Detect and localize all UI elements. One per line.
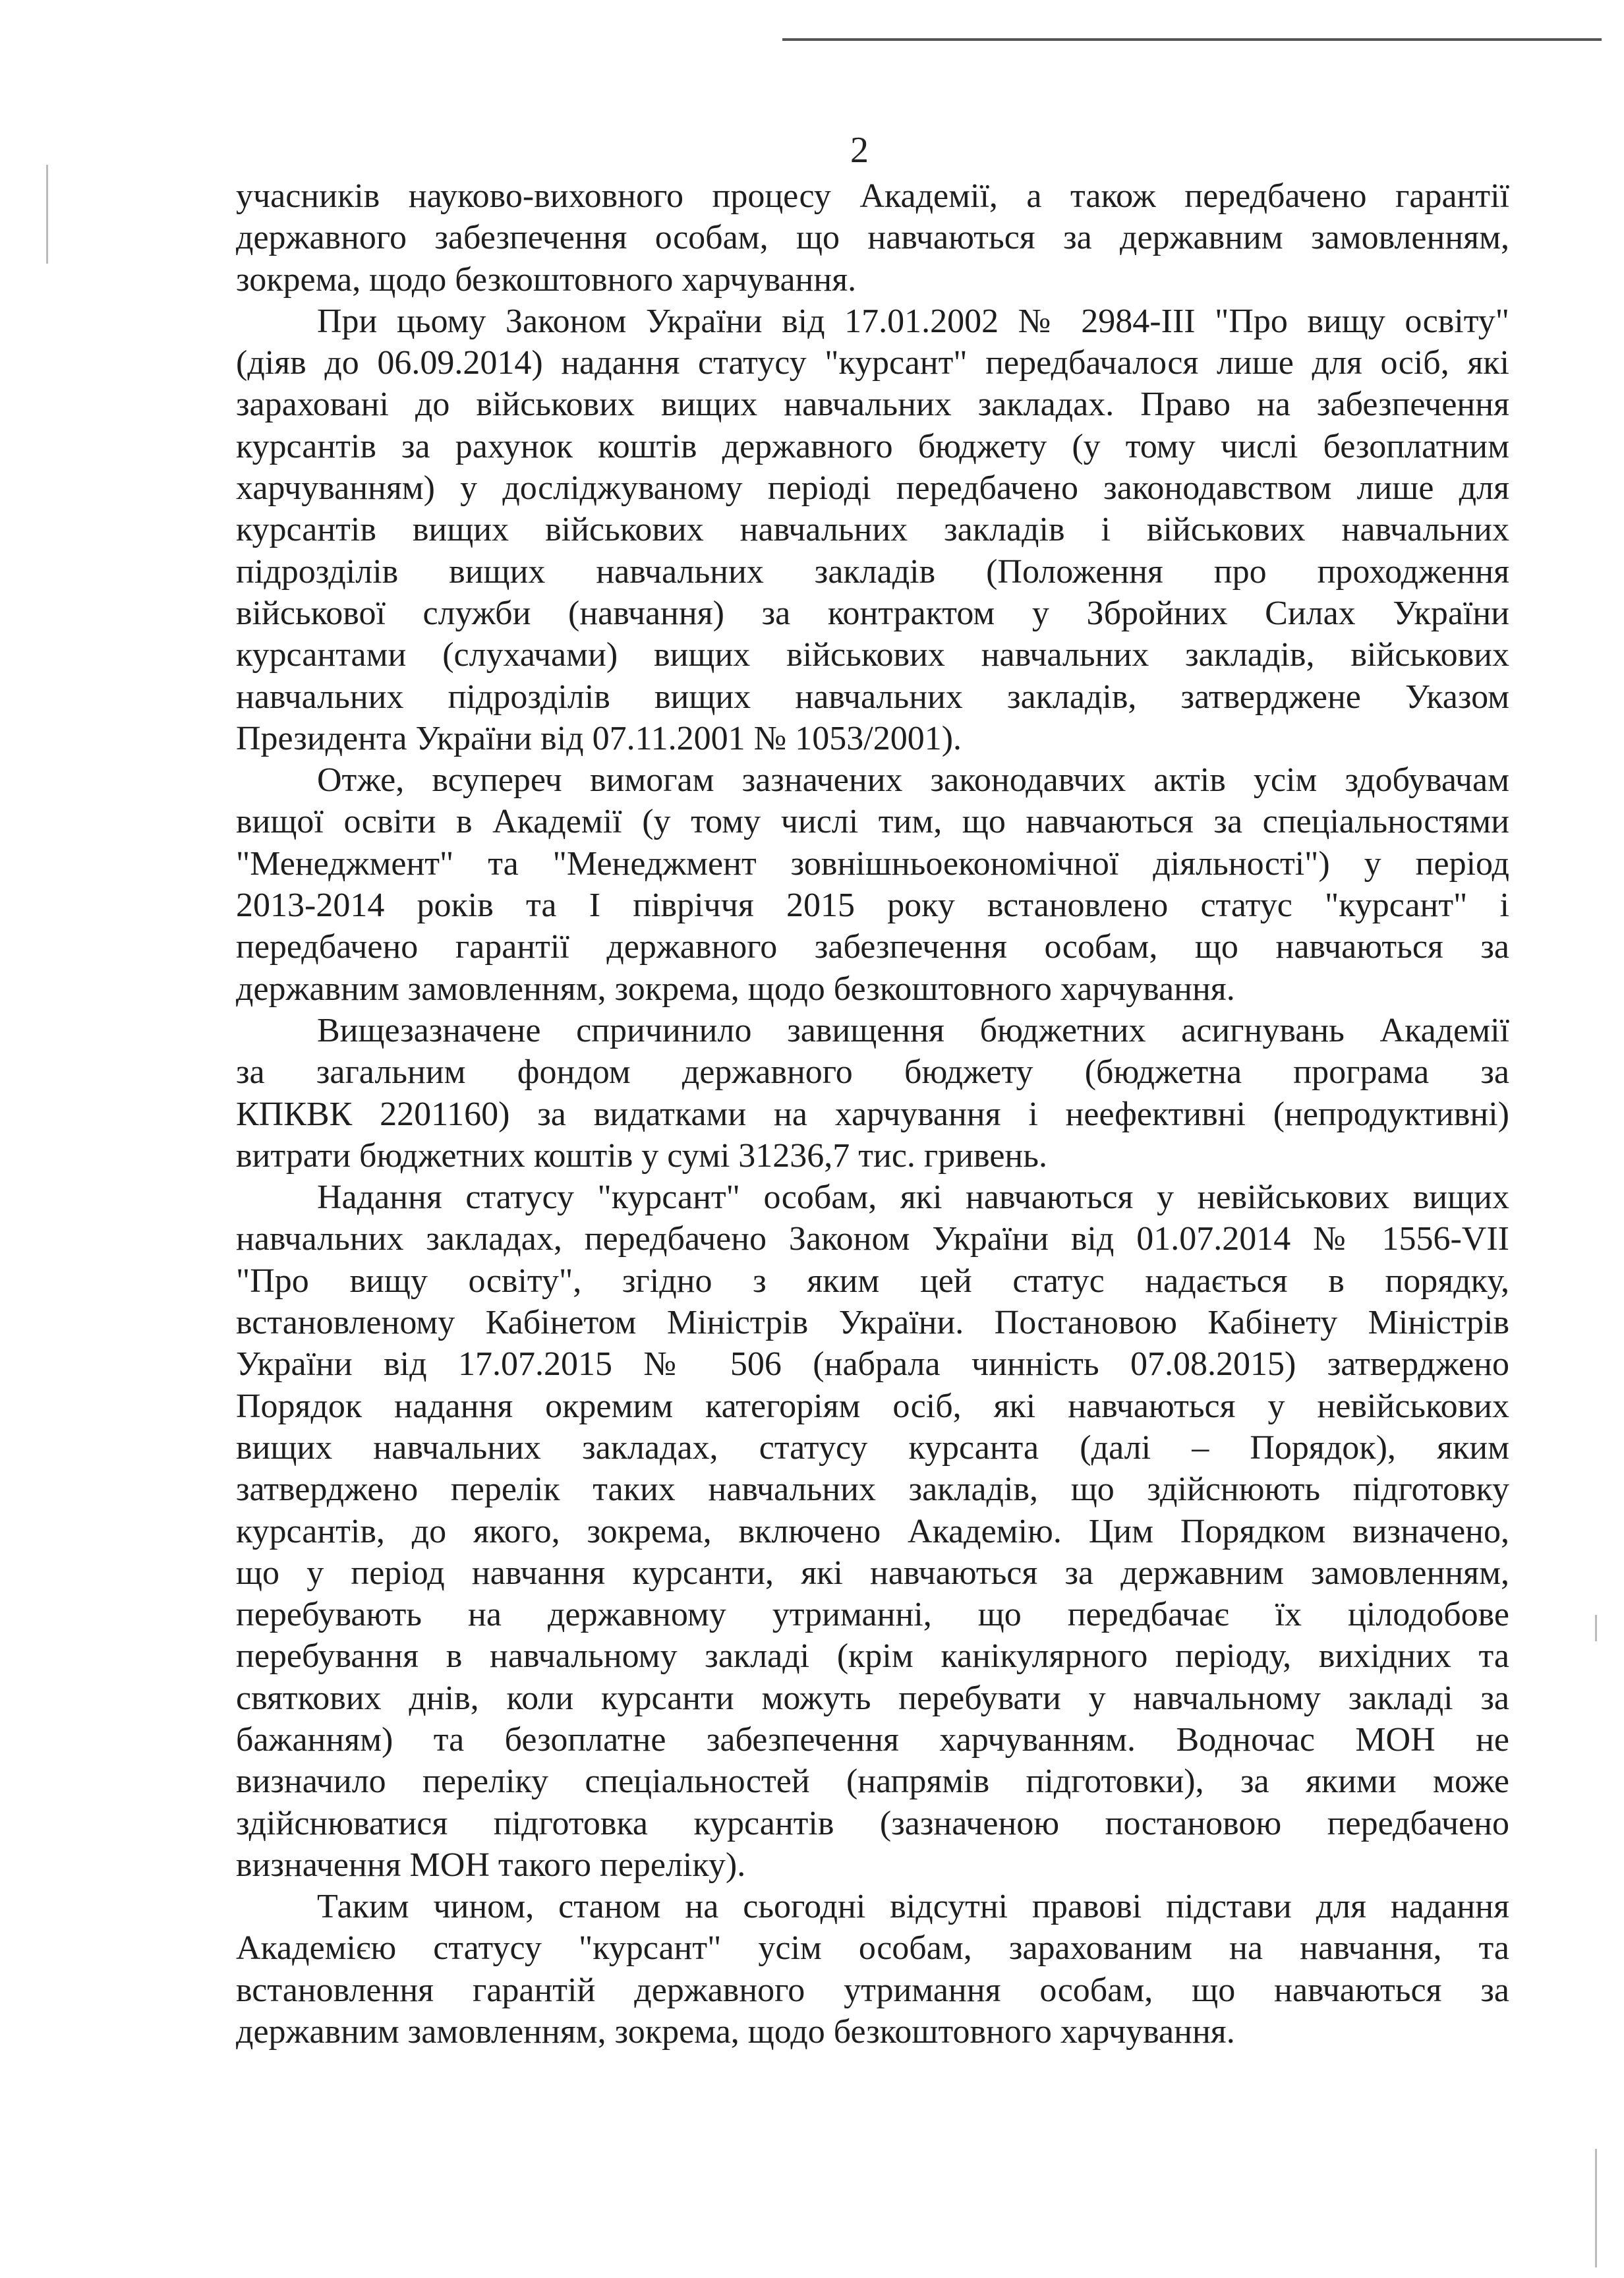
text-line: визначило переліку спеціальностей (напрямів підготовки), за якими може bbox=[236, 1763, 1509, 1801]
text-line: що у період навчання курсанти, які навчаються за державним замовленням, bbox=[236, 1554, 1509, 1592]
text-line: військової служби (навчання) за контрактом у Збройних Силах України bbox=[236, 594, 1509, 632]
text-line: "Менеджмент" та "Менеджмент зовнішньоекономічної діяльності") у період bbox=[236, 844, 1509, 883]
paragraph bbox=[236, 175, 1509, 301]
text-line: Таким чином, станом на сьогодні відсутні правові підстави для надання bbox=[317, 1888, 1509, 1926]
text-line: передбачено гарантії державного забезпечення особам, що навчаються за bbox=[236, 928, 1509, 966]
scan-edge-mark bbox=[1595, 2149, 1597, 2267]
text-line: перебувають на державному утриманні, що передбачає їх цілодобове bbox=[236, 1596, 1509, 1634]
top-rule bbox=[782, 38, 1602, 41]
text-line: затверджено перелік таких навчальних закладів, що здійснюють підготовку bbox=[236, 1471, 1509, 1509]
text-line: зараховані до військових вищих навчальних закладах. Право на забезпечення bbox=[236, 386, 1509, 424]
text-line: Президента України від 07.11.2001 № 1053/2001). bbox=[236, 719, 962, 757]
text-line: підрозділів вищих навчальних закладів (Положення про проходження bbox=[236, 552, 1509, 591]
text-line: курсантами (слухачами) вищих військових навчальних закладів, військових bbox=[236, 636, 1509, 674]
text-line: витрати бюджетних коштів у сумі 31236,7 тис. гривень. bbox=[236, 1136, 1047, 1175]
page-number: 2 bbox=[850, 130, 869, 171]
text-line: курсантів, до якого, зокрема, включено Академію. Цим Порядком визначено, bbox=[236, 1512, 1509, 1550]
text-line: харчуванням) у досліджуваному періоді передбачено законодавством лише для bbox=[236, 469, 1509, 508]
text-line: вищих навчальних закладах, статусу курсанта (далі – Порядок), яким bbox=[236, 1428, 1509, 1467]
text-line: курсантів вищих військових навчальних закладів і військових навчальних bbox=[236, 511, 1509, 549]
scan-edge-mark bbox=[46, 165, 48, 264]
text-line: державним замовленням, зокрема, щодо безкоштовного харчування. bbox=[236, 970, 1235, 1008]
text-line: Порядок надання окремим категоріям осіб, які навчаються у невійськових bbox=[236, 1387, 1509, 1425]
text-line: учасників науково-виховного процесу Академії, а також передбачено гарантії bbox=[236, 177, 1509, 215]
document-body bbox=[236, 175, 1509, 2053]
text-line: державним замовленням, зокрема, щодо безкоштовного харчування. bbox=[236, 2013, 1235, 2051]
text-line: встановленому Кабінетом Міністрів України. Постановою Кабінету Міністрів bbox=[236, 1304, 1509, 1342]
paragraph bbox=[236, 1010, 1509, 1177]
text-line: (діяв до 06.09.2014) надання статусу "курсант" передбачалося лише для осіб, які bbox=[236, 344, 1509, 382]
text-line: вищої освіти в Академії (у тому числі тим, що навчаються за спеціальностями bbox=[236, 803, 1509, 841]
paragraph bbox=[236, 759, 1509, 1010]
text-line: курсантів за рахунок коштів державного бюджету (у тому числі безоплатним bbox=[236, 427, 1509, 465]
paragraph bbox=[236, 1886, 1509, 2053]
text-line: 2013-2014 років та І півріччя 2015 року встановлено статус "курсант" і bbox=[236, 887, 1509, 925]
text-line: за загальним фондом державного бюджету (бюджетна програма за bbox=[236, 1053, 1509, 1092]
text-line: бажанням) та безоплатне забезпечення харчуванням. Водночас МОН не bbox=[236, 1720, 1509, 1759]
text-line: здійснюватися підготовка курсантів (зазначеною постановою передбачено bbox=[236, 1804, 1509, 1842]
text-line: Надання статусу "курсант" особам, які навчаються у невійськових вищих bbox=[317, 1179, 1509, 1217]
text-line: перебування в навчальному закладі (крім канікулярного періоду, вихідних та bbox=[236, 1637, 1509, 1676]
text-line: навчальних закладах, передбачено Законом України від 01.07.2014 № 1556-VII bbox=[236, 1220, 1509, 1258]
text-line: святкових днів, коли курсанти можуть перебувати у навчальному закладі за bbox=[236, 1679, 1509, 1717]
text-line: визначення МОН такого переліку). bbox=[236, 1846, 746, 1884]
text-line: державного забезпечення особам, що навчаються за державним замовленням, bbox=[236, 219, 1509, 257]
text-line: України від 17.07.2015 № 506 (набрала чинність 07.08.2015) затверджено bbox=[236, 1345, 1509, 1384]
paragraph bbox=[236, 1177, 1509, 1886]
text-line: Отже, всупереч вимогам зазначених законодавчих актів усім здобувачам bbox=[317, 761, 1509, 800]
text-line: встановлення гарантій державного утримання особам, що навчаються за bbox=[236, 1971, 1509, 2009]
text-line: Вищезазначене спричинило завищення бюджетних асигнувань Академії bbox=[317, 1011, 1509, 1049]
text-line: Академією статусу "курсант" усім особам, зарахованим на навчання, та bbox=[236, 1929, 1509, 1968]
text-line: КПКВК 2201160) за видатками на харчування і неефективні (непродуктивні) bbox=[236, 1095, 1509, 1133]
text-line: навчальних підрозділів вищих навчальних закладів, затверджене Указом bbox=[236, 678, 1509, 716]
text-line: "Про вищу освіту", згідно з яким цей статус надається в порядку, bbox=[236, 1262, 1509, 1300]
text-line: При цьому Законом України від 17.01.2002 № 2984-III "Про вищу освіту" bbox=[317, 302, 1509, 340]
paragraph bbox=[236, 301, 1509, 759]
scan-edge-mark bbox=[1595, 1615, 1597, 1641]
text-line: зокрема, щодо безкоштовного харчування. bbox=[236, 260, 857, 299]
